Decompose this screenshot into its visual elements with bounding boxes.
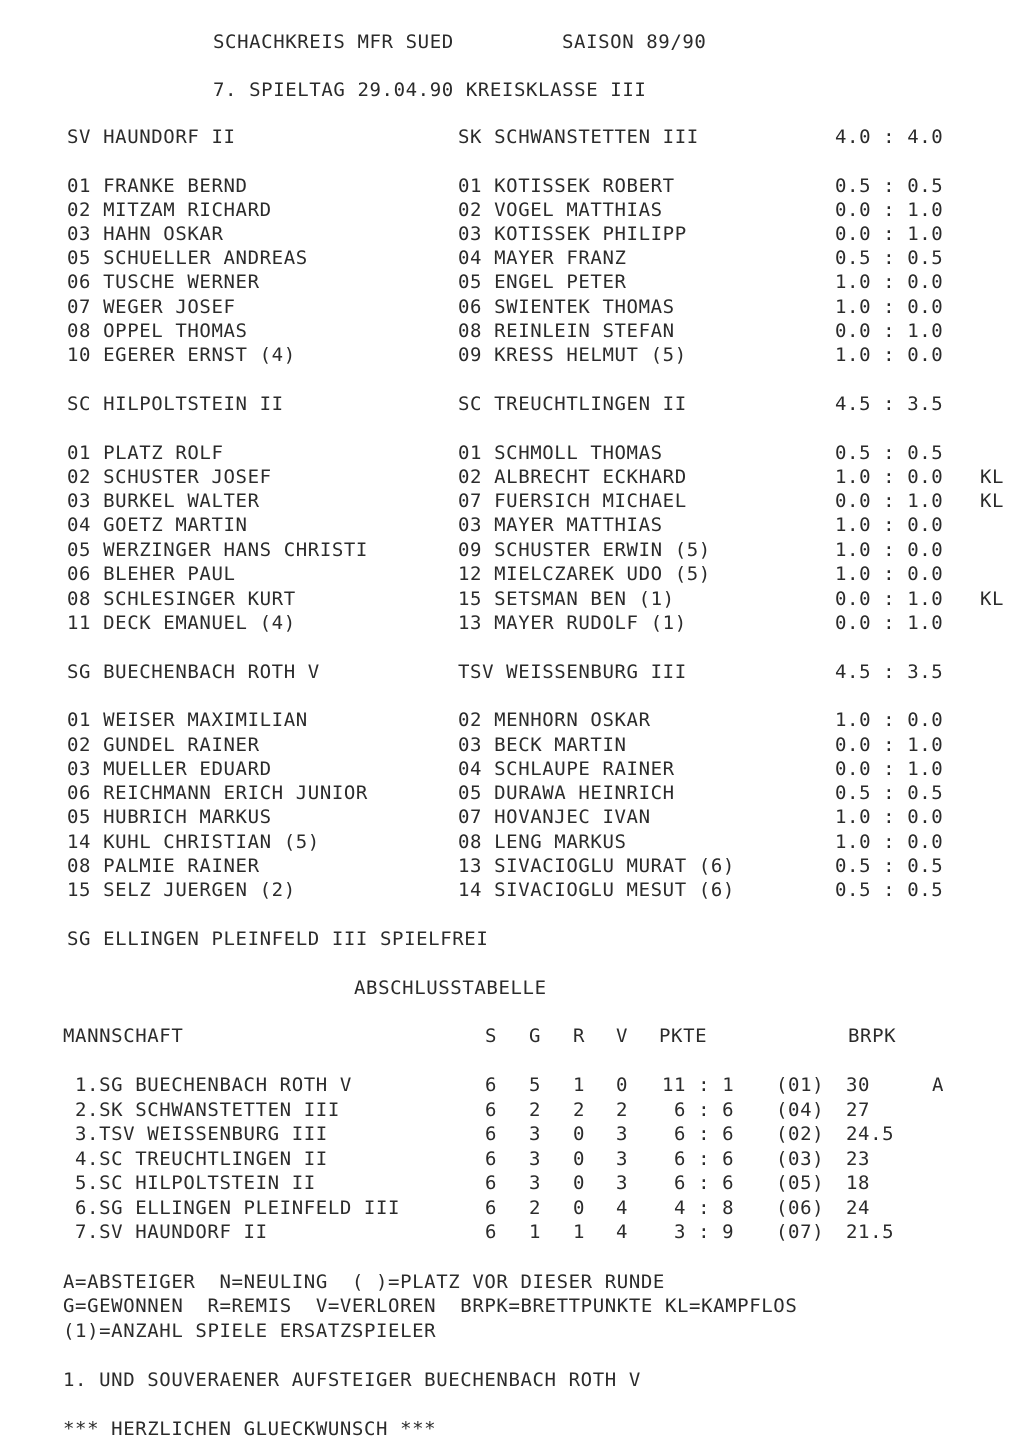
board-result: 0.5 : 0.5 <box>835 442 944 464</box>
board-away-player: 03 MAYER MATTHIAS <box>458 514 663 536</box>
board-away-player: 05 ENGEL PETER <box>458 271 627 293</box>
standings-v: 3 <box>616 1148 629 1170</box>
board-away-player: 02 MENHORN OSKAR <box>458 709 651 731</box>
board-home-player: 03 BURKEL WALTER <box>67 490 260 512</box>
board-home-player: 11 DECK EMANUEL (4) <box>67 612 296 634</box>
match-score: 4.5 : 3.5 <box>835 393 944 415</box>
standings-v: 3 <box>616 1172 629 1194</box>
round-subtitle: 7. SPIELTAG 29.04.90 KREISKLASSE III <box>213 79 647 101</box>
board-away-player: 08 REINLEIN STEFAN <box>458 320 675 342</box>
standings-prev-rank: (01) <box>776 1074 825 1096</box>
board-result: 1.0 : 0.0 <box>835 563 944 585</box>
board-note: KL <box>980 490 1005 512</box>
board-away-player: 12 MIELCZAREK UDO (5) <box>458 563 711 585</box>
board-result: 1.0 : 0.0 <box>835 344 944 366</box>
col-header-r: R <box>573 1025 586 1047</box>
board-away-player: 07 FUERSICH MICHAEL <box>458 490 687 512</box>
board-result: 0.5 : 0.5 <box>835 782 944 804</box>
match-away-team: SK SCHWANSTETTEN III <box>458 126 699 148</box>
board-home-player: 06 REICHMANN ERICH JUNIOR <box>67 782 368 804</box>
promotion-note: 1. UND SOUVERAENER AUFSTEIGER BUECHENBACH ROTH V <box>63 1369 641 1391</box>
board-away-player: 14 SIVACIOGLU MESUT (6) <box>458 879 735 901</box>
board-result: 0.0 : 1.0 <box>835 199 944 221</box>
standings-pkte: 6 : 6 <box>674 1099 735 1121</box>
standings-team: 4.SC TREUCHTLINGEN II <box>75 1148 328 1170</box>
board-result: 0.5 : 0.5 <box>835 879 944 901</box>
board-away-player: 07 HOVANJEC IVAN <box>458 806 651 828</box>
standings-r: 0 <box>573 1148 586 1170</box>
match-score: 4.5 : 3.5 <box>835 661 944 683</box>
standings-g: 2 <box>529 1099 542 1121</box>
standings-brpk: 18 <box>846 1172 871 1194</box>
board-home-player: 05 SCHUELLER ANDREAS <box>67 247 308 269</box>
board-result: 1.0 : 0.0 <box>835 806 944 828</box>
match-away-team: TSV WEISSENBURG III <box>458 661 687 683</box>
standings-s: 6 <box>485 1197 498 1219</box>
standings-s: 6 <box>485 1123 498 1145</box>
standings-brpk: 24.5 <box>846 1123 895 1145</box>
board-home-player: 02 GUNDEL RAINER <box>67 734 260 756</box>
standings-r: 1 <box>573 1074 586 1096</box>
standings-prev-rank: (03) <box>776 1148 825 1170</box>
board-away-player: 02 ALBRECHT ECKHARD <box>458 466 687 488</box>
board-away-player: 04 MAYER FRANZ <box>458 247 627 269</box>
legend-line: G=GEWONNEN R=REMIS V=VERLOREN BRPK=BRETTPUNKTE KL=KAMPFLOS <box>63 1295 798 1317</box>
legend-line: A=ABSTEIGER N=NEULING ( )=PLATZ VOR DIESER RUNDE <box>63 1271 665 1293</box>
standings-pkte: 6 : 6 <box>674 1172 735 1194</box>
board-away-player: 13 MAYER RUDOLF (1) <box>458 612 687 634</box>
season-label: SAISON 89/90 <box>562 31 707 53</box>
standings-g: 3 <box>529 1123 542 1145</box>
standings-pkte: 4 : 8 <box>674 1197 735 1219</box>
board-result: 1.0 : 0.0 <box>835 831 944 853</box>
standings-s: 6 <box>485 1221 498 1243</box>
board-away-player: 06 SWIENTEK THOMAS <box>458 296 675 318</box>
board-result: 0.0 : 1.0 <box>835 588 944 610</box>
board-home-player: 02 MITZAM RICHARD <box>67 199 272 221</box>
standings-s: 6 <box>485 1172 498 1194</box>
col-header-g: G <box>529 1025 542 1047</box>
standings-team: 7.SV HAUNDORF II <box>75 1221 268 1243</box>
standings-prev-rank: (07) <box>776 1221 825 1243</box>
standings-team: 6.SG ELLINGEN PLEINFELD III <box>75 1197 401 1219</box>
standings-r: 0 <box>573 1197 586 1219</box>
document-title: SCHACHKREIS MFR SUED <box>213 31 454 53</box>
standings-s: 6 <box>485 1074 498 1096</box>
board-home-player: 04 GOETZ MARTIN <box>67 514 248 536</box>
standings-team: 3.TSV WEISSENBURG III <box>75 1123 328 1145</box>
match-away-team: SC TREUCHTLINGEN II <box>458 393 687 415</box>
standings-team: 2.SK SCHWANSTETTEN III <box>75 1099 340 1121</box>
standings-brpk: 30 <box>846 1074 871 1096</box>
standings-flag: A <box>932 1074 945 1096</box>
board-home-player: 03 MUELLER EDUARD <box>67 758 272 780</box>
board-home-player: 05 WERZINGER HANS CHRISTI <box>67 539 368 561</box>
standings-r: 0 <box>573 1123 586 1145</box>
board-home-player: 03 HAHN OSKAR <box>67 223 224 245</box>
board-home-player: 01 FRANKE BERND <box>67 175 248 197</box>
match-score: 4.0 : 4.0 <box>835 126 944 148</box>
board-result: 0.5 : 0.5 <box>835 175 944 197</box>
standings-s: 6 <box>485 1148 498 1170</box>
board-away-player: 09 KRESS HELMUT (5) <box>458 344 687 366</box>
standings-r: 0 <box>573 1172 586 1194</box>
standings-pkte: 11 : 1 <box>662 1074 735 1096</box>
board-home-player: 06 TUSCHE WERNER <box>67 271 260 293</box>
board-away-player: 05 DURAWA HEINRICH <box>458 782 675 804</box>
legend-line: (1)=ANZAHL SPIELE ERSATZSPIELER <box>63 1320 437 1342</box>
board-result: 0.0 : 1.0 <box>835 758 944 780</box>
standings-prev-rank: (05) <box>776 1172 825 1194</box>
board-note: KL <box>980 466 1005 488</box>
standings-g: 3 <box>529 1148 542 1170</box>
col-header-pkte: PKTE <box>659 1025 708 1047</box>
standings-brpk: 27 <box>846 1099 871 1121</box>
standings-v: 4 <box>616 1197 629 1219</box>
standings-brpk: 23 <box>846 1148 871 1170</box>
board-result: 1.0 : 0.0 <box>835 709 944 731</box>
board-away-player: 09 SCHUSTER ERWIN (5) <box>458 539 711 561</box>
standings-v: 0 <box>616 1074 629 1096</box>
standings-team: 1.SG BUECHENBACH ROTH V <box>75 1074 352 1096</box>
standings-prev-rank: (02) <box>776 1123 825 1145</box>
standings-g: 5 <box>529 1074 542 1096</box>
standings-r: 1 <box>573 1221 586 1243</box>
standings-title: ABSCHLUSSTABELLE <box>354 977 547 999</box>
board-away-player: 02 VOGEL MATTHIAS <box>458 199 663 221</box>
board-away-player: 13 SIVACIOGLU MURAT (6) <box>458 855 735 877</box>
match-home-team: SG BUECHENBACH ROTH V <box>67 661 320 683</box>
congratulations: *** HERZLICHEN GLUECKWUNSCH *** <box>63 1418 437 1440</box>
board-result: 0.0 : 1.0 <box>835 490 944 512</box>
standings-r: 2 <box>573 1099 586 1121</box>
board-result: 1.0 : 0.0 <box>835 514 944 536</box>
board-result: 1.0 : 0.0 <box>835 271 944 293</box>
board-home-player: 10 EGERER ERNST (4) <box>67 344 296 366</box>
board-result: 0.0 : 1.0 <box>835 223 944 245</box>
board-away-player: 03 KOTISSEK PHILIPP <box>458 223 687 245</box>
board-home-player: 08 SCHLESINGER KURT <box>67 588 296 610</box>
board-result: 1.0 : 0.0 <box>835 296 944 318</box>
standings-v: 4 <box>616 1221 629 1243</box>
standings-g: 3 <box>529 1172 542 1194</box>
board-home-player: 08 OPPEL THOMAS <box>67 320 248 342</box>
standings-s: 6 <box>485 1099 498 1121</box>
standings-prev-rank: (06) <box>776 1197 825 1219</box>
board-result: 0.5 : 0.5 <box>835 855 944 877</box>
board-home-player: 07 WEGER JOSEF <box>67 296 236 318</box>
board-away-player: 03 BECK MARTIN <box>458 734 627 756</box>
board-result: 0.0 : 1.0 <box>835 734 944 756</box>
standings-pkte: 6 : 6 <box>674 1148 735 1170</box>
col-header-s: S <box>485 1025 498 1047</box>
standings-pkte: 6 : 6 <box>674 1123 735 1145</box>
board-result: 0.5 : 0.5 <box>835 247 944 269</box>
board-away-player: 01 KOTISSEK ROBERT <box>458 175 675 197</box>
board-home-player: 08 PALMIE RAINER <box>67 855 260 877</box>
standings-g: 1 <box>529 1221 542 1243</box>
board-home-player: 01 WEISER MAXIMILIAN <box>67 709 308 731</box>
standings-v: 2 <box>616 1099 629 1121</box>
bye-notice: SG ELLINGEN PLEINFELD III SPIELFREI <box>67 928 489 950</box>
standings-pkte: 3 : 9 <box>674 1221 735 1243</box>
board-home-player: 02 SCHUSTER JOSEF <box>67 466 272 488</box>
col-header-v: V <box>616 1025 629 1047</box>
board-away-player: 15 SETSMAN BEN (1) <box>458 588 675 610</box>
board-away-player: 01 SCHMOLL THOMAS <box>458 442 663 464</box>
match-home-team: SC HILPOLTSTEIN II <box>67 393 284 415</box>
standings-brpk: 24 <box>846 1197 871 1219</box>
board-home-player: 05 HUBRICH MARKUS <box>67 806 272 828</box>
board-note: KL <box>980 588 1005 610</box>
standings-g: 2 <box>529 1197 542 1219</box>
standings-v: 3 <box>616 1123 629 1145</box>
col-header-brpk: BRPK <box>848 1025 897 1047</box>
board-result: 1.0 : 0.0 <box>835 539 944 561</box>
standings-prev-rank: (04) <box>776 1099 825 1121</box>
col-header-team: MANNSCHAFT <box>63 1025 184 1047</box>
board-result: 0.0 : 1.0 <box>835 612 944 634</box>
board-away-player: 04 SCHLAUPE RAINER <box>458 758 675 780</box>
board-result: 0.0 : 1.0 <box>835 320 944 342</box>
standings-team: 5.SC HILPOLTSTEIN II <box>75 1172 316 1194</box>
standings-brpk: 21.5 <box>846 1221 895 1243</box>
board-home-player: 06 BLEHER PAUL <box>67 563 236 585</box>
board-away-player: 08 LENG MARKUS <box>458 831 627 853</box>
board-result: 1.0 : 0.0 <box>835 466 944 488</box>
board-home-player: 01 PLATZ ROLF <box>67 442 224 464</box>
match-home-team: SV HAUNDORF II <box>67 126 236 148</box>
board-home-player: 15 SELZ JUERGEN (2) <box>67 879 296 901</box>
board-home-player: 14 KUHL CHRISTIAN (5) <box>67 831 320 853</box>
